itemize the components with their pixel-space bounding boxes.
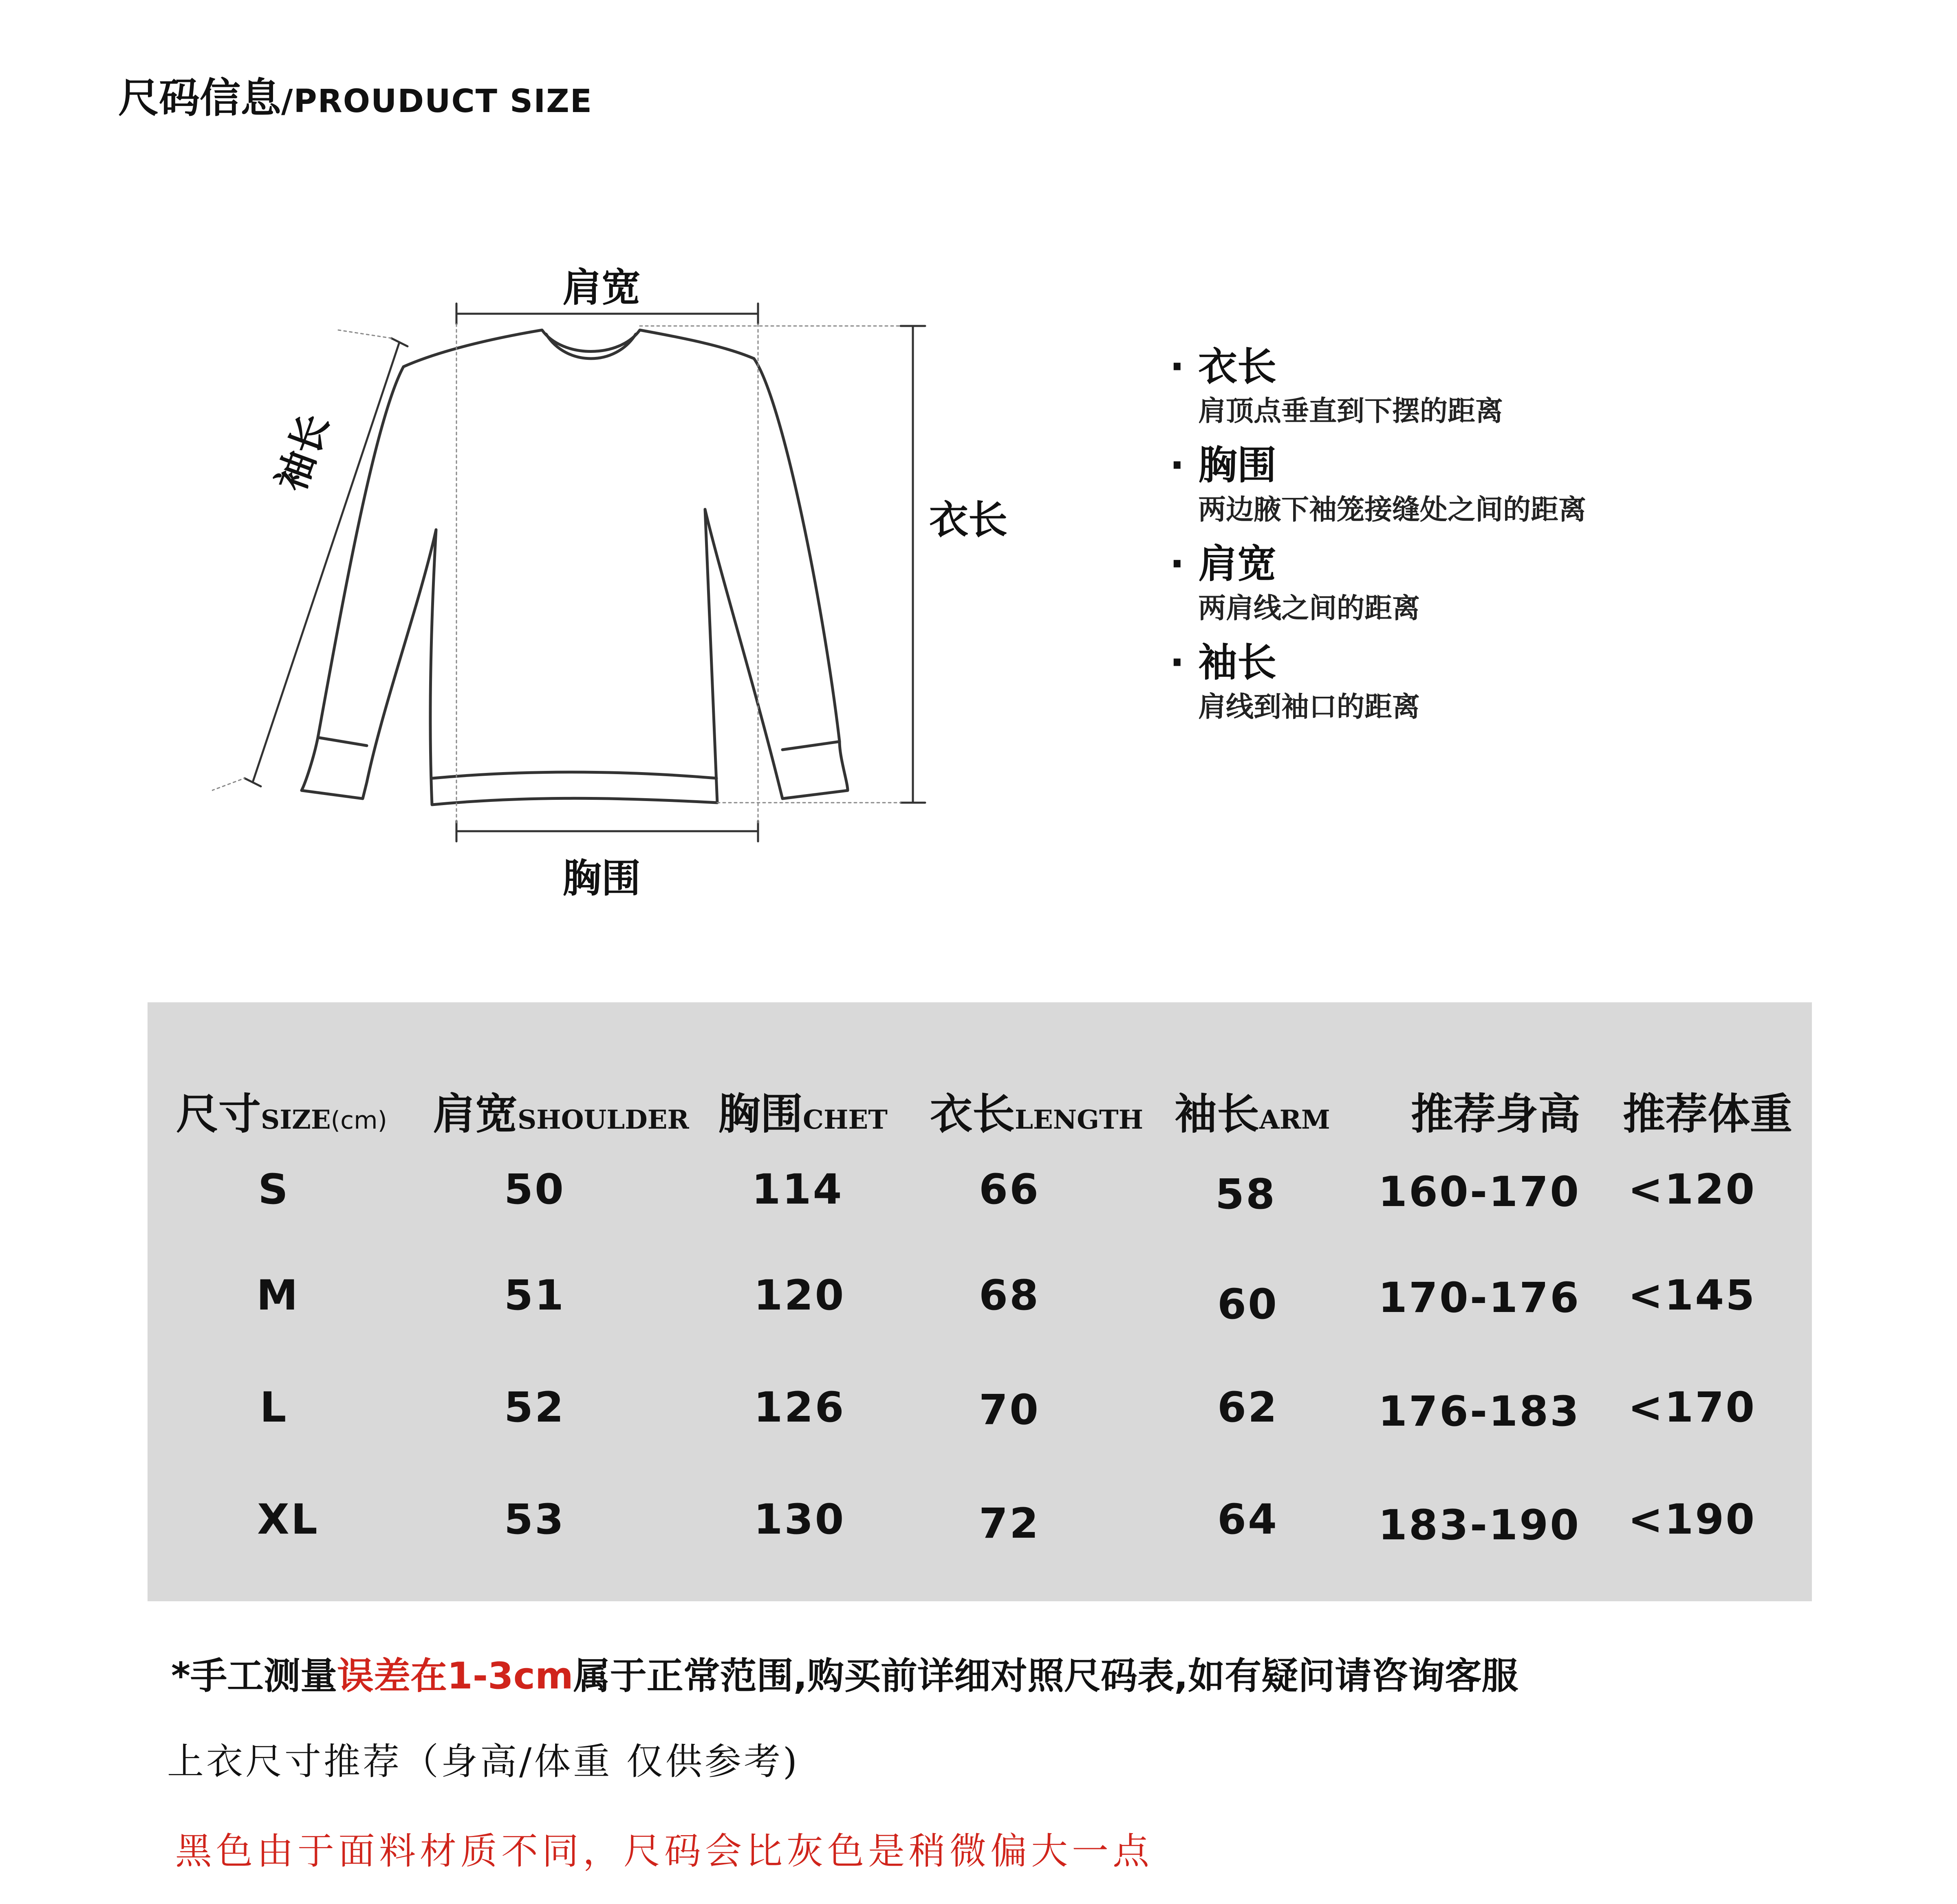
definition-desc: 肩线到袖口的距离: [1198, 691, 1420, 723]
definition-desc: 肩顶点垂直到下摆的距离: [1198, 395, 1503, 427]
recommend-note: 上衣尺寸推荐（身高/体重 仅供参考): [167, 1740, 800, 1783]
definition-chest: [1170, 441, 1903, 530]
cell-arm: 64: [1217, 1495, 1278, 1544]
sweater-outline: [212, 236, 1051, 929]
header-arm: 袖长ARM: [1175, 1089, 1330, 1139]
cell-size: M: [256, 1271, 300, 1320]
bullet-icon: ·: [1170, 344, 1185, 390]
title-cn: 尺码信息: [118, 74, 281, 122]
cell-chest: 126: [754, 1383, 846, 1432]
table-row: [148, 1271, 1812, 1328]
definition-desc: 两肩线之间的距离: [1198, 592, 1420, 625]
definition-term: 肩宽: [1198, 541, 1276, 587]
bullet-icon: ·: [1170, 442, 1185, 488]
cell-length: 66: [979, 1165, 1040, 1214]
cell-arm: 60: [1217, 1280, 1278, 1329]
cell-size: XL: [257, 1495, 319, 1544]
cell-weight: <170: [1628, 1383, 1756, 1432]
chest-label: 胸围: [562, 856, 641, 901]
cell-chest: 114: [752, 1165, 844, 1214]
note-suffix: 属于正常范围,购买前详细对照尺码表,如有疑问请咨询客服: [573, 1655, 1518, 1697]
cell-shoulder: 50: [504, 1165, 565, 1214]
header-weight: 推荐体重: [1623, 1089, 1793, 1139]
cell-height: 170-176: [1378, 1274, 1581, 1322]
table-row: [148, 1495, 1812, 1552]
measurement-note: [171, 1646, 1518, 1699]
shoulder-label: 肩宽: [562, 265, 641, 310]
cell-size: S: [258, 1165, 290, 1214]
definition-length: [1170, 342, 1903, 432]
measurement-definitions: [1170, 342, 1903, 737]
cell-chest: 130: [754, 1495, 846, 1544]
table-row: [148, 1165, 1812, 1222]
note-error-range: 误差在1-3cm: [337, 1655, 573, 1697]
cell-shoulder: 52: [504, 1383, 565, 1432]
title-en: /PROUDUCT SIZE: [281, 83, 593, 120]
header-chest: 胸围CHET: [718, 1089, 888, 1139]
header-length: 衣长LENGTH: [930, 1089, 1144, 1139]
cell-height: 160-170: [1378, 1168, 1581, 1216]
definition-term: 袖长: [1198, 640, 1276, 685]
cell-height: 183-190: [1378, 1501, 1581, 1550]
cell-shoulder: 51: [504, 1271, 565, 1320]
cell-weight: <120: [1628, 1165, 1756, 1214]
size-table: [148, 1002, 1812, 1601]
page-title: [118, 65, 593, 124]
cell-arm: 58: [1215, 1170, 1276, 1219]
garment-diagram: [212, 236, 1051, 929]
cell-weight: <190: [1628, 1495, 1756, 1544]
sleeve-label: 袖长: [268, 408, 338, 497]
header-height: 推荐身高: [1411, 1089, 1581, 1139]
header-size: 尺寸SIZE(cm): [176, 1089, 387, 1139]
table-row: [148, 1383, 1812, 1440]
cell-length: 68: [979, 1271, 1040, 1320]
cell-weight: <145: [1628, 1271, 1756, 1320]
length-label: 衣长: [929, 497, 1007, 543]
definition-sleeve: [1170, 638, 1903, 728]
cell-shoulder: 53: [504, 1495, 565, 1544]
definition-term: 衣长: [1198, 344, 1276, 390]
cell-size: L: [260, 1383, 288, 1432]
cell-height: 176-183: [1378, 1387, 1581, 1436]
cell-chest: 120: [754, 1271, 846, 1320]
bullet-icon: ·: [1170, 541, 1185, 587]
cell-length: 70: [979, 1386, 1040, 1434]
bullet-icon: ·: [1170, 640, 1185, 685]
definition-shoulder: [1170, 539, 1903, 629]
header-shoulder: 肩宽SHOULDER: [433, 1089, 689, 1139]
note-prefix: *手工测量: [171, 1655, 337, 1697]
definition-desc: 两边腋下袖笼接缝处之间的距离: [1198, 494, 1587, 526]
black-color-note: 黑色由于面料材质不同，尺码会比灰色是稍微偏大一点: [175, 1830, 1153, 1873]
cell-arm: 62: [1217, 1383, 1278, 1432]
definition-term: 胸围: [1198, 442, 1276, 488]
cell-length: 72: [979, 1499, 1040, 1548]
